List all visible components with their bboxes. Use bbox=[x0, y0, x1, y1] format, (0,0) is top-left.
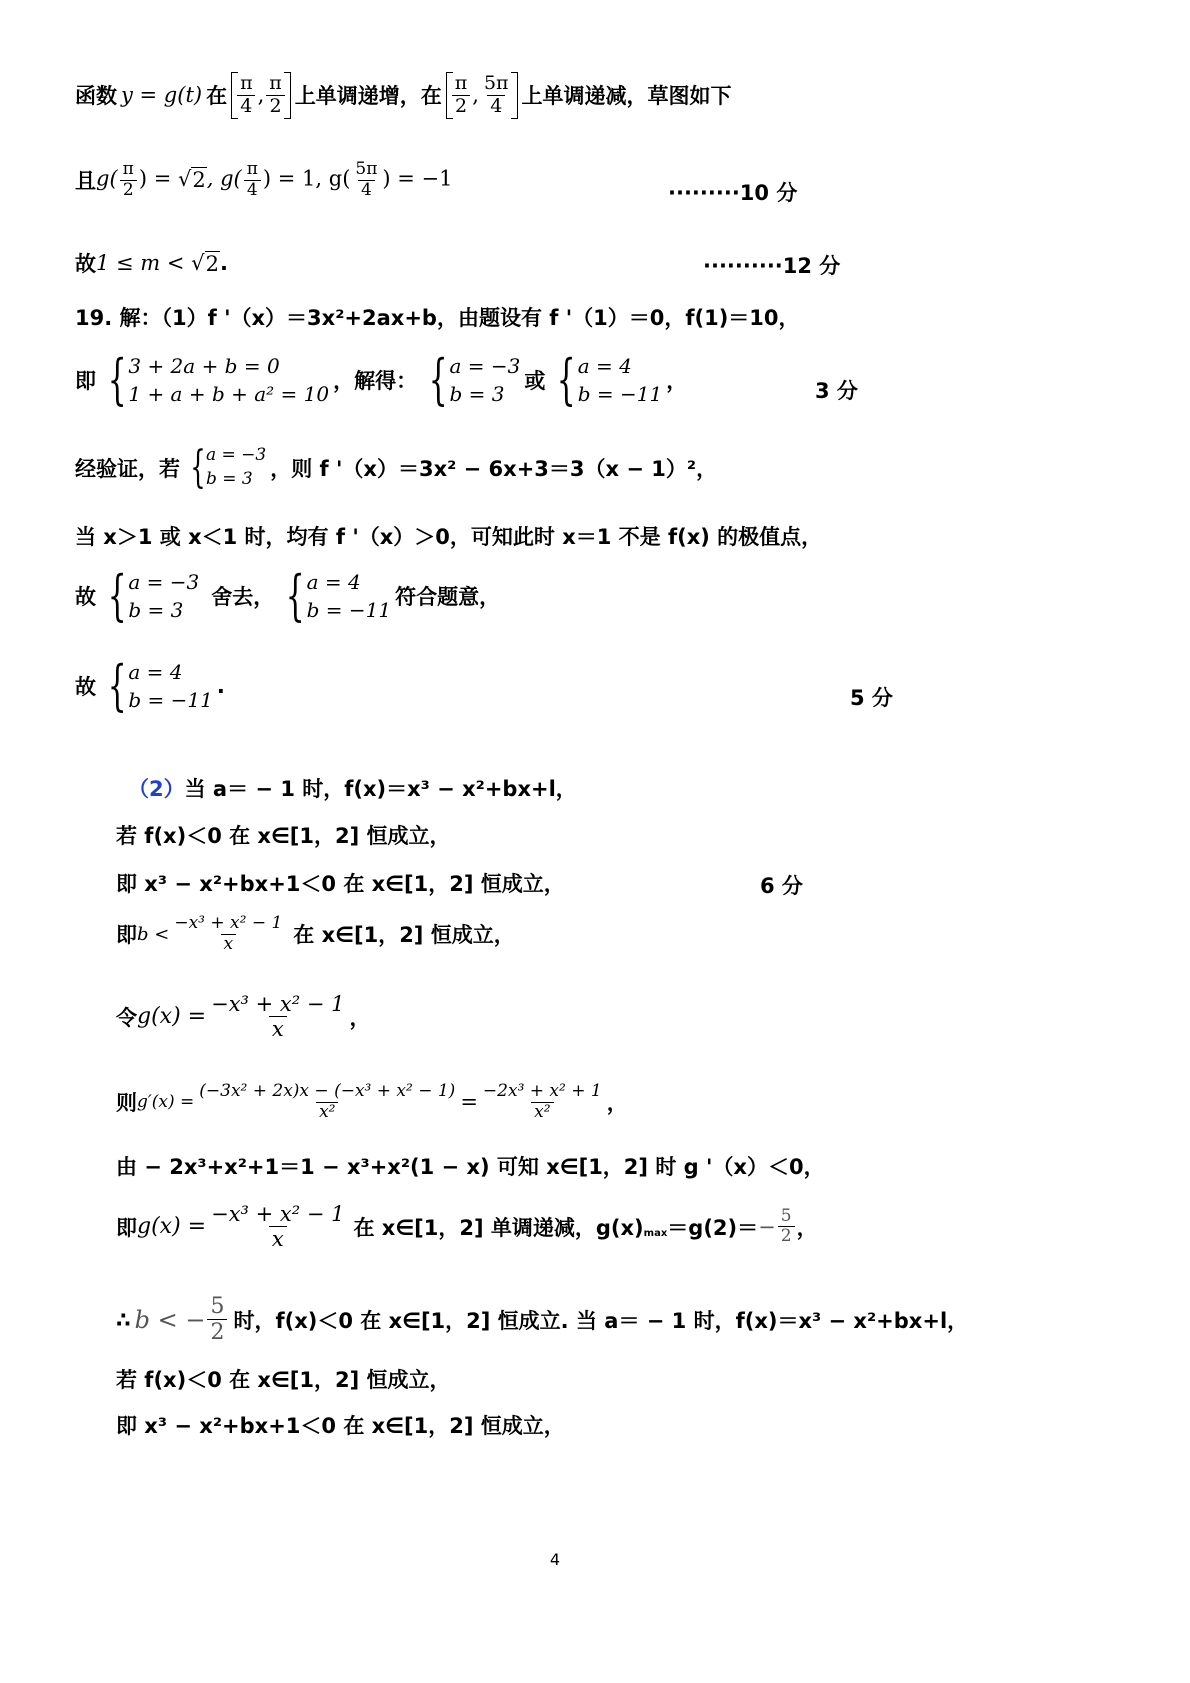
numerator: (−3x² + 2x)x − (−x³ + x² − 1) bbox=[199, 1081, 456, 1101]
text: 时，f(x)＜0 在 x∈[1，2] 恒成立. 当 a＝ − 1 时，f(x)＝x³ − x²+bx+l， bbox=[233, 1308, 969, 1333]
text: 或 bbox=[524, 369, 546, 393]
denominator: x bbox=[269, 1226, 287, 1251]
text: 即 bbox=[116, 923, 137, 948]
text: ，解得： bbox=[333, 369, 418, 393]
text: 即 bbox=[116, 1215, 137, 1240]
solution-system: { a = 4 b = −11 bbox=[557, 348, 663, 411]
denominator: 2 bbox=[266, 95, 284, 118]
numerator: −x³ + x² − 1 bbox=[211, 1202, 345, 1226]
text: 令 bbox=[116, 1005, 137, 1030]
equation: b = −11 bbox=[128, 688, 213, 712]
text: 上单调递增，在 bbox=[294, 84, 442, 109]
math-part: = bbox=[460, 1090, 478, 1115]
fraction bbox=[778, 1207, 795, 1247]
text: 经验证，若 bbox=[75, 456, 180, 481]
line-verification bbox=[75, 441, 718, 493]
numerator: π bbox=[246, 159, 258, 179]
equation-system: { 3 + 2a + b = 0 1 + a + b + a² = 10 bbox=[107, 348, 330, 411]
fraction bbox=[207, 1294, 227, 1346]
denominator: 4 bbox=[358, 180, 375, 201]
fraction bbox=[208, 1202, 347, 1251]
line-inequality-repeat: 即 x³ − x²+bx+1＜0 在 x∈[1，2] 恒成立， bbox=[116, 1414, 565, 1438]
math-part: ) = −1 bbox=[382, 166, 453, 191]
fraction bbox=[196, 1082, 458, 1122]
denominator: 2 bbox=[778, 1226, 795, 1247]
equation: b = 3 bbox=[206, 468, 253, 489]
line-sign-derivative: 由 − 2x³+x²+1＝1 − x³+x²(1 − x) 可知 x∈[1，2] 时 g '（x）＜0， bbox=[116, 1155, 825, 1179]
math-part: b < bbox=[137, 923, 170, 945]
math-part: , g( bbox=[206, 166, 242, 191]
sqrt: √ 2 bbox=[177, 166, 206, 192]
numerator: 5π bbox=[355, 159, 378, 179]
radicand: 2 bbox=[205, 251, 219, 276]
math-part: ) = 1, g( bbox=[262, 166, 351, 191]
line-g-values bbox=[75, 160, 453, 200]
line-monotonic-intervals bbox=[75, 72, 732, 119]
text: 即 bbox=[75, 369, 96, 393]
math-part: − bbox=[758, 1214, 776, 1239]
line-condition: 若 f(x)＜0 在 x∈[1，2] 恒成立， bbox=[116, 824, 451, 848]
solution-system: { a = −3 b = 3 bbox=[428, 348, 521, 411]
math bbox=[96, 160, 453, 200]
line-inequality: 即 x³ − x²+bx+1＜0 在 x∈[1，2] 恒成立， bbox=[116, 872, 565, 896]
text: ， bbox=[796, 1215, 818, 1240]
text: . bbox=[219, 251, 228, 275]
denominator: 2 bbox=[120, 180, 137, 201]
text: 函数 bbox=[75, 84, 117, 109]
denominator: x bbox=[269, 1016, 287, 1041]
text: ∴ bbox=[116, 1307, 131, 1332]
text: 在 x∈[1，2] 单调递减，g(x) bbox=[353, 1215, 644, 1240]
numerator: −x³ + x² − 1 bbox=[211, 992, 345, 1016]
text: 故 bbox=[75, 585, 96, 609]
line-system-solve bbox=[75, 348, 688, 411]
denominator: 4 bbox=[237, 95, 255, 118]
page-number: 4 bbox=[549, 1550, 561, 1569]
equation: b = 3 bbox=[449, 382, 505, 406]
numerator: −x³ + x² − 1 bbox=[174, 913, 283, 933]
text: 符合题意， bbox=[395, 585, 501, 609]
fraction bbox=[480, 1082, 605, 1122]
numerator: 5 bbox=[780, 1205, 792, 1226]
subscript: max bbox=[643, 1228, 668, 1240]
equation: a = 4 bbox=[577, 354, 632, 378]
numerator: π bbox=[269, 72, 282, 94]
line-derivative bbox=[116, 1082, 628, 1122]
text: ＝g(2)＝ bbox=[667, 1215, 759, 1240]
interval-increasing: $\frac{\pi}{4}$ , $\frac{\pi}{2}$ bbox=[231, 72, 291, 119]
score-label: ·········10 分 bbox=[668, 181, 798, 205]
denominator: x bbox=[221, 934, 237, 955]
text: 舍去， bbox=[211, 585, 275, 609]
line-m-range bbox=[75, 248, 228, 278]
math bbox=[96, 251, 220, 276]
score-label: ··········12 分 bbox=[703, 254, 841, 278]
text: ， bbox=[666, 369, 688, 393]
math-part: 1 ≤ m < bbox=[96, 250, 192, 275]
sqrt: √ 2 bbox=[191, 250, 219, 276]
text: 上单调递减，草图如下 bbox=[521, 84, 732, 109]
part-label: （2） bbox=[128, 777, 185, 801]
equation: b = −11 bbox=[577, 382, 663, 406]
numerator: 5 bbox=[210, 1294, 225, 1319]
denominator: 2 bbox=[452, 95, 470, 118]
text: 故 bbox=[75, 675, 96, 699]
radicand: 2 bbox=[192, 167, 206, 192]
math-part: b < − bbox=[134, 1305, 206, 1334]
equation: a = −3 bbox=[449, 354, 521, 378]
line-discard bbox=[75, 564, 501, 627]
text: 在 bbox=[206, 84, 228, 109]
line-b-bound bbox=[116, 914, 515, 954]
fraction bbox=[171, 914, 285, 954]
math-part: g( bbox=[96, 166, 118, 191]
numerator: π bbox=[454, 72, 468, 94]
equation: 3 + 2a + b = 0 bbox=[128, 354, 280, 378]
math-part: g(x) = bbox=[137, 1004, 207, 1030]
score-label: 6 分 bbox=[760, 874, 803, 898]
text: 且 bbox=[75, 169, 96, 194]
equation: a = −3 bbox=[206, 445, 267, 465]
line-decreasing-max bbox=[116, 1202, 818, 1251]
line-problem-19: 19. 解：（1）f '（x）＝3x²+2ax+b，由题设有 f '（1）＝0，f(1)＝10， bbox=[75, 306, 800, 330]
numerator: −2x³ + x² + 1 bbox=[482, 1081, 602, 1101]
numerator: π bbox=[240, 72, 253, 94]
math-part: g′(x) = bbox=[137, 1092, 195, 1113]
text: 在 x∈[1，2] 恒成立， bbox=[293, 923, 515, 948]
text: ，则 f '（x）＝3x² − 6x+3＝3（x − 1）²， bbox=[270, 456, 718, 481]
line-part-2 bbox=[128, 773, 577, 803]
equation: 1 + a + b + a² = 10 bbox=[128, 382, 330, 406]
line-no-extremum: 当 x＞1 或 x＜1 时，均有 f '（x）＞0，可知此时 x＝1 不是 f(x) 的极值点， bbox=[75, 525, 823, 549]
equation: a = 4 bbox=[306, 570, 361, 594]
text: 当 a＝ − 1 时，f(x)＝x³ − x²+bx+l， bbox=[184, 777, 577, 801]
interval-decreasing: $\frac{\pi}{2}$ , $\frac{5\pi}{4}$ bbox=[446, 72, 518, 119]
denominator: 4 bbox=[487, 95, 505, 118]
equation-system: { a = 4 b = −11 bbox=[107, 654, 213, 717]
denominator: x² bbox=[531, 1102, 553, 1123]
text: ， bbox=[349, 1005, 371, 1030]
line-condition-repeat: 若 f(x)＜0 在 x∈[1，2] 恒成立， bbox=[116, 1368, 451, 1392]
score-label: 3 分 bbox=[815, 379, 858, 403]
line-b-result bbox=[116, 1294, 968, 1346]
math-part: g(x) = bbox=[137, 1214, 207, 1240]
numerator: 5π bbox=[483, 72, 509, 94]
line-define-g bbox=[116, 992, 370, 1041]
text: . bbox=[216, 674, 225, 698]
math-part: ) = bbox=[138, 166, 178, 191]
line-conclusion-1 bbox=[75, 654, 225, 717]
math-function: y = g(t) bbox=[121, 83, 203, 108]
fraction bbox=[208, 992, 347, 1041]
equation: a = −3 bbox=[128, 570, 200, 594]
equation: b = 3 bbox=[128, 598, 184, 622]
numerator: π bbox=[122, 159, 134, 179]
text: 故 bbox=[75, 252, 96, 276]
denominator: 4 bbox=[244, 180, 261, 201]
equation-system: { a = −3 b = 3 bbox=[190, 441, 267, 493]
equation-system: { a = 4 b = −11 bbox=[285, 564, 392, 627]
text: ， bbox=[606, 1091, 628, 1116]
equation-system: { a = −3 b = 3 bbox=[107, 564, 200, 627]
equation: b = −11 bbox=[306, 598, 392, 622]
equation: a = 4 bbox=[128, 660, 183, 684]
text: 则 bbox=[116, 1091, 137, 1116]
denominator: x² bbox=[316, 1102, 338, 1123]
score-label: 5 分 bbox=[850, 686, 893, 710]
denominator: 2 bbox=[207, 1319, 227, 1345]
